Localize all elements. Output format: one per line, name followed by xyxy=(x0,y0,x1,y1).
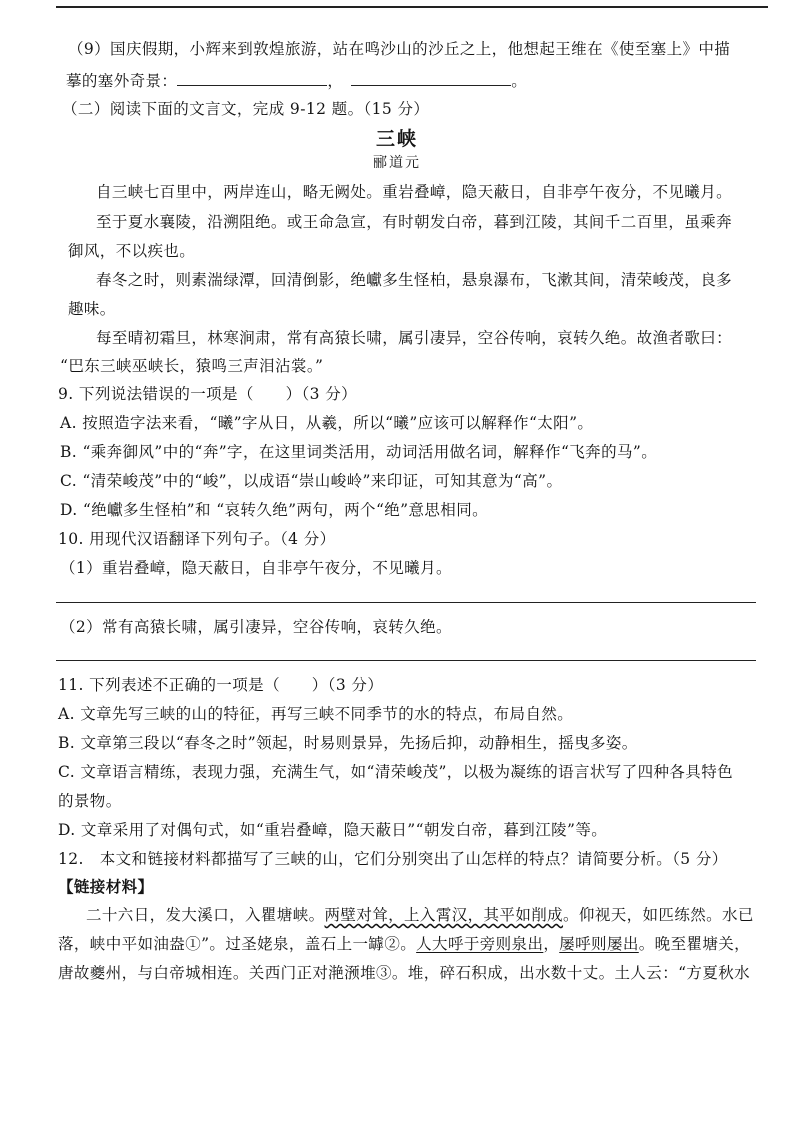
passage-line: 至于夏水襄陵，沿溯阻绝。或王命急宣，有时朝发白帝，暮到江陵，其间千二百里，虽乘奔 xyxy=(96,213,733,231)
answer-blank-1[interactable] xyxy=(177,71,327,86)
q11-stem: 11. 下列表述不正确的一项是（ ）（3 分） xyxy=(58,676,384,694)
link-underlined-text: 屡呼则屡出 xyxy=(559,935,639,953)
q9-poem-line-1: （9）国庆假期，小辉来到敦煌旅游，站在鸣沙山的沙丘之上，他想起王维在《使至塞上》中描 xyxy=(68,40,731,58)
q10-item-1: （1）重岩叠嶂，隐天蔽日，自非亭午夜分，不见曦月。 xyxy=(60,559,452,577)
q10-item-2: （2）常有高猿长啸，属引凄异，空谷传响，哀转久绝。 xyxy=(60,618,452,636)
q9-option-c: C. “清荣峻茂”中的“峻”，以成语“崇山峻岭”来印证，可知其意为“高”。 xyxy=(60,472,563,490)
passage-line: 自三峡七百里中，两岸连山，略无阙处。重岩叠嶂，隐天蔽日，自非亭午夜分，不见曦月。 xyxy=(96,183,733,201)
q11-option-c: C. 文章语言精练，表现力强，充满生气，如“清荣峻茂”，以极为凝练的语言状写了四种各具特色 xyxy=(58,763,734,781)
link-text: 。晚至瞿塘关， xyxy=(638,935,751,953)
q9-poem-end: 。 xyxy=(511,72,528,90)
passage-line: 趣味。 xyxy=(68,300,116,318)
q11-option-b: B. 文章第三段以“春冬之时”领起，时易则景异，先扬后抑，动静相生，摇曳多姿。 xyxy=(58,734,638,752)
link-text: 。仰视天，如匹练然。水已 xyxy=(563,906,754,924)
link-underlined-text: 人大呼于旁则泉出 xyxy=(416,935,544,953)
answer-line-1[interactable] xyxy=(56,602,756,603)
link-material-label: 【链接材料】 xyxy=(58,878,154,896)
q11-option-c-cont: 的景物。 xyxy=(58,792,122,810)
link-line-1 xyxy=(86,904,754,926)
link-text: 二十六日，发大溪口，入瞿塘峡。 xyxy=(86,906,325,924)
link-text: ， xyxy=(543,935,560,953)
passage-author: 郦道元 xyxy=(373,155,421,171)
q9-poem-prefix: 摹的塞外奇景： xyxy=(66,72,178,90)
link-text: 落，峡中平如油盎①”。过圣姥泉，盖石上一罅②。 xyxy=(58,935,417,953)
answer-blank-2[interactable] xyxy=(351,71,511,86)
passage-title: 三峡 xyxy=(375,128,418,150)
section-heading: （二）阅读下面的文言文，完成 9-12 题。（15 分） xyxy=(62,100,430,118)
q11-option-a: A. 文章先写三峡的山的特征，再写三峡不同季节的水的特点，布局自然。 xyxy=(58,705,574,723)
q12-stem: 12. 本文和链接材料都描写了三峡的山，它们分别突出了山怎样的特点？请简要分析。（5 分） xyxy=(58,850,728,868)
passage-line: 春冬之时，则素湍绿潭，回清倒影，绝巘多生怪柏，悬泉瀑布，飞漱其间，清荣峻茂，良多 xyxy=(96,271,733,289)
link-line-3: 唐故夔州，与白帝城相连。关西门正对滟滪堆③。堆，碎石积成，出水数十丈。土人云：“方夏秋水 xyxy=(58,964,751,982)
q9-option-b: B. “乘奔御风”中的“奔”字，在这里词类活用，动词活用做名词，解释作“飞奔的马”。 xyxy=(60,443,658,461)
passage-line: “巴东三峡巫峡长，猿鸣三声泪沾裳。” xyxy=(60,357,324,375)
answer-line-2[interactable] xyxy=(56,660,756,661)
q9-option-d: D. “绝巘多生怪柏”和 “哀转久绝”两句，两个“绝”意思相同。 xyxy=(60,501,489,519)
q9-option-a: A. 按照造字法来看，“曦”字从日，从羲，所以“曦”应该可以解释作“太阳”。 xyxy=(60,414,594,432)
q9-poem-line-2 xyxy=(66,70,527,92)
q9-poem-sep: ， xyxy=(327,72,344,90)
link-underlined-text: 两壁对耸，上入霄汉，其平如削成 xyxy=(324,906,564,924)
link-line-2 xyxy=(58,933,750,955)
passage-line: 御风，不以疾也。 xyxy=(68,242,196,260)
q9-stem: 9. 下列说法错误的一项是（ ）（3 分） xyxy=(58,385,358,403)
top-rule xyxy=(56,6,768,8)
passage-line: 每至晴初霜旦，林寒涧肃，常有高猿长啸，属引凄异，空谷传响，哀转久绝。故渔者歌曰： xyxy=(96,329,733,347)
q11-option-d: D. 文章采用了对偶句式，如“重岩叠嶂，隐天蔽日”“朝发白帝，暮到江陵”等。 xyxy=(58,821,608,839)
q10-stem: 10. 用现代汉语翻译下列句子。（4 分） xyxy=(58,530,336,548)
